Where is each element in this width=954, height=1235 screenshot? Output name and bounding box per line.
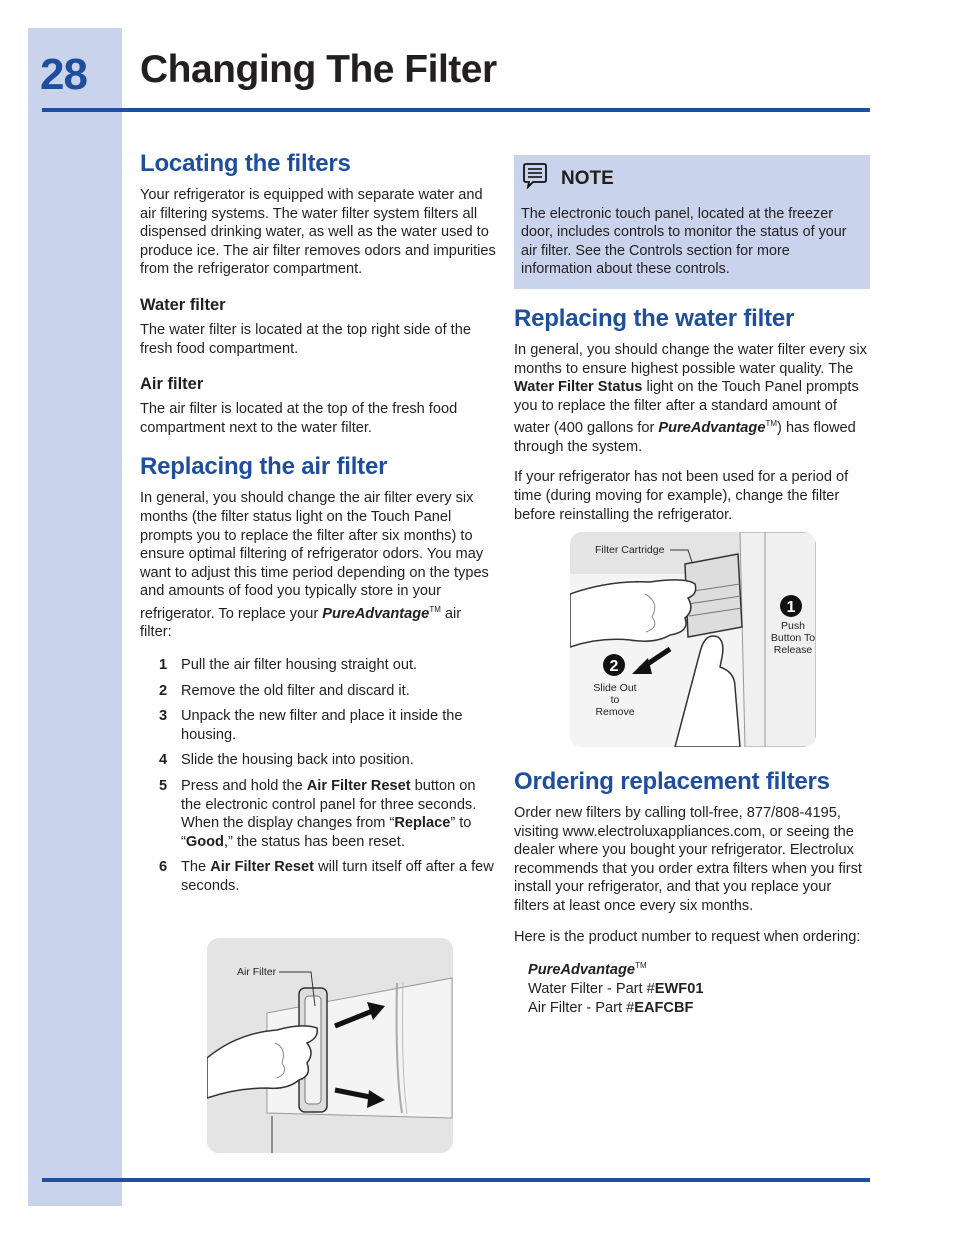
water-filter-illustration: [570, 532, 816, 747]
replacing-air-heading: Replacing the air filter: [140, 453, 388, 481]
footer-rule: [42, 1178, 870, 1182]
list-item: 5 Press and hold the Air Filter Reset button on the electronic control panel for three seconds. When the display changes from “Replace” to “Good,” the status has been reset.: [159, 777, 477, 850]
ordering-section: [514, 768, 870, 1018]
push-button-label: Push Button To Release: [770, 620, 816, 656]
list-item: 6 The Air Filter Reset will turn itself off after a few seconds.: [159, 859, 494, 894]
slide-out-label: Slide Out to Remove: [593, 682, 637, 718]
note-box: [514, 155, 870, 289]
note-text: The electronic touch panel, located at the freezer door, includes controls to monitor the status of your air filter. See the Controls section for more information about these controls.: [521, 205, 847, 278]
water-filter-text: The water filter is located at the top right side of the fresh food compartment.: [140, 321, 471, 357]
locating-heading: Locating the filters: [140, 150, 351, 177]
sidebar-band: [28, 28, 122, 1206]
ordering-p1: Order new filters by calling toll-free, 877/808-4195, visiting www.electroluxappliances.com, or seeing the dealer where you bought your refrigerator. Electrolux recommends that you order extra filters when you first install your refrigerator, and that you replace your filters at least once every six months.: [514, 805, 862, 914]
page-number: 28: [40, 50, 87, 99]
air-filter-text: The air filter is located at the top of the fresh food compartment next to the water filter.: [140, 401, 458, 436]
replacing-water-p2: If your refrigerator has not been used for a period of time (during moving for example), change the filter before reinstalling the refrigerator.: [514, 469, 849, 523]
note-icon: [521, 163, 549, 195]
list-item: 2 Remove the old filter and discard it.: [159, 682, 410, 699]
ordering-p2: Here is the product number to request when ordering:: [514, 928, 861, 945]
page-title: Changing The Filter: [140, 48, 497, 91]
note-label: NOTE: [561, 167, 614, 189]
air-filter-illustration: [207, 938, 453, 1153]
svg-text:1: 1: [786, 599, 796, 616]
replacing-water-p1: In general, you should change the water filter every six months to ensure highest possible water quality. The Water Filter Status light on the Touch Panel prompts you to replace the filter after a standard amount of water (400 gallons for PureAdvantage™) has flowed through the system.: [514, 341, 867, 455]
list-item: 3 Unpack the new filter and place it inside the housing.: [159, 708, 463, 743]
replacing-air-intro: In general, you should change the air filter every six months (the filter status light on the Touch Panel prompts you to replace the filter after six months) to ensure optimal filtering of refrigerator odors. You may want to adjust this time period depending on the types and amounts of food you typically store in your refrigerator. To replace your PureAdvantage™ air filter:: [140, 490, 489, 641]
air-part-line: Air Filter - Part #EAFCBF: [528, 1000, 694, 1017]
water-part-line: Water Filter - Part #EWF01: [528, 981, 704, 998]
list-item: 1 Pull the air filter housing straight out.: [159, 656, 418, 673]
brand-line: PureAdvantage™: [528, 961, 647, 979]
right-column: [514, 155, 870, 536]
replacing-water-heading: Replacing the water filter: [514, 304, 795, 332]
ordering-heading: Ordering replacement filters: [514, 768, 830, 795]
filter-cartridge-label: Filter Cartridge: [595, 544, 665, 556]
left-column: [140, 150, 496, 902]
locating-intro: Your refrigerator is equipped with separate water and air filtering systems. The water filter system filters all dispensed drinking water, as well as the water used to produce ice. The air filter removes odors and impurities from the refrigerator compartment.: [140, 187, 496, 278]
air-filter-heading: Air filter: [140, 375, 204, 394]
svg-text:2: 2: [609, 658, 619, 675]
air-filter-steps: [140, 656, 496, 896]
list-item: 4 Slide the housing back into position.: [159, 752, 414, 769]
header-rule: [42, 108, 870, 112]
air-filter-label: Air Filter: [237, 966, 277, 978]
water-filter-heading: Water filter: [140, 295, 226, 314]
part-number-list: [528, 956, 870, 1018]
